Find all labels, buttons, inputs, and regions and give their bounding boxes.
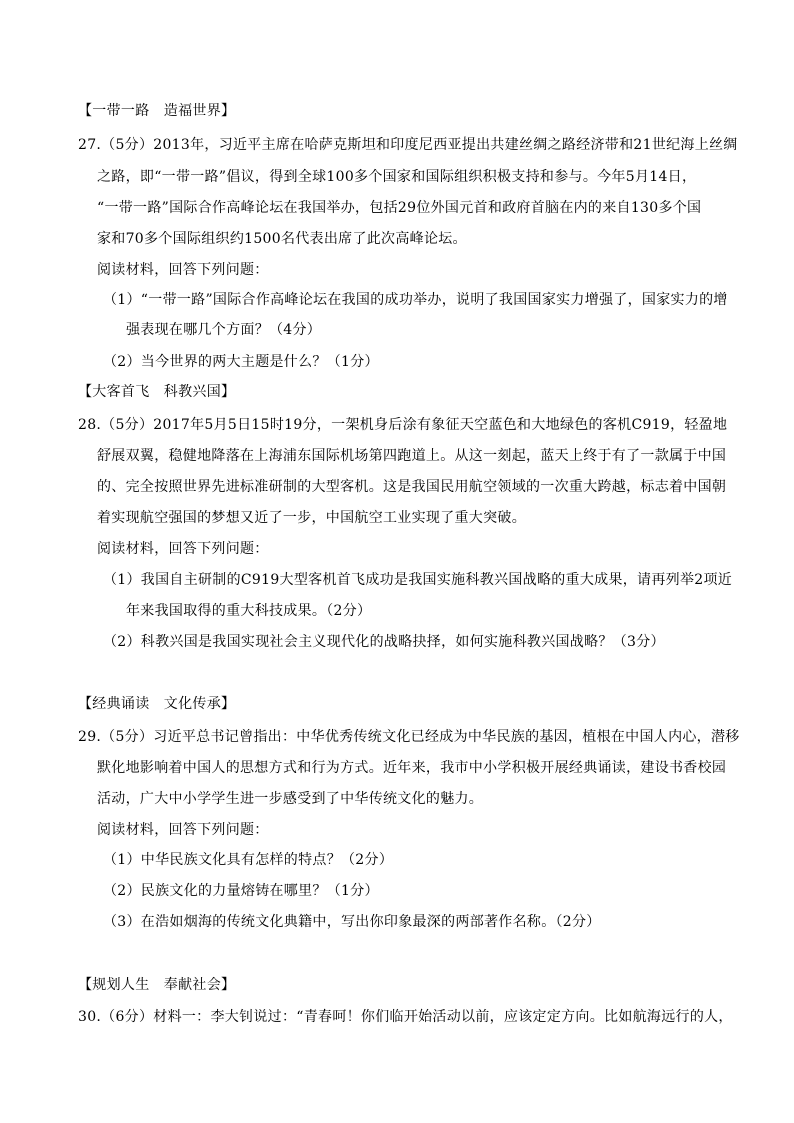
sub-question: （2）当今世界的两大主题是什么？（1分）: [103, 354, 379, 370]
question-28-text: 舒展双翼，稳健地降落在上海浦东国际机场第四跑道上。从这一刻起，蓝天上终于有了一款属于中国: [97, 448, 727, 464]
sub-question: （3）在浩如烟海的传统文化典籍中，写出你印象最深的两部著作名称。（2分）: [103, 914, 601, 930]
question-27-text: 家和70多个国际组织约1500名代表出席了此次高峰论坛。: [97, 231, 467, 247]
question-28-text: 28.（5分）2017年5月5日15时19分，一架机身后涂有象征天空蓝色和大地绿色的客机C919，轻盈地: [78, 417, 728, 433]
question-27-text: 27.（5分）2013年，习近平主席在哈萨克斯坦和印度尼西亚提出共建丝绸之路经济带和21世纪海上丝绸: [78, 137, 738, 153]
sub-question: （1）中华民族文化具有怎样的特点？（2分）: [103, 852, 394, 868]
instruction: 阅读材料，回答下列问题：: [97, 262, 269, 278]
sub-question: （2）科教兴国是我国实现社会主义现代化的战略抉择，如何实施科教兴国战略？（3分）: [103, 634, 665, 650]
question-30-text: 30.（6分）材料一：李大钊说过：“青春呵！你们临开始活动以前，应该定定方向。比如航海远行的人，: [78, 1009, 733, 1025]
sub-question: （1）“一带一路”国际合作高峰论坛在我国的成功举办，说明了我国国家实力增强了，国家实力的增: [103, 292, 728, 308]
sub-question: （2）民族文化的力量熔铸在哪里？（1分）: [103, 883, 379, 899]
question-27-text: 之路，即“一带一路”倡议，得到全球100多个国家和国际组织积极支持和参与。今年5月14日，: [97, 169, 697, 185]
sub-question: 强表现在哪几个方面？（4分）: [126, 322, 322, 338]
section-heading: 【一带一路 造福世界】: [78, 103, 236, 119]
question-29-text: 默化地影响着中国人的思想方式和行为方式。近年来，我市中小学积极开展经典诵读，建设书香校园: [97, 760, 727, 776]
question-29-text: 29.（5分）习近平总书记曾指出：中华优秀传统文化已经成为中华民族的基因，植根在中国人内心，潜移: [78, 729, 740, 745]
instruction: 阅读材料，回答下列问题：: [97, 541, 269, 557]
instruction: 阅读材料，回答下列问题：: [97, 822, 269, 838]
sub-question: （1）我国自主研制的C919大型客机首飞成功是我国实施科教兴国战略的重大成果，请再列举2项近: [103, 572, 733, 588]
question-27-text: “一带一路”国际合作高峰论坛在我国举办，包括29位外国元首和政府首脑在内的来自130多个国: [97, 200, 702, 216]
section-heading: 【大客首飞 科教兴国】: [78, 384, 236, 400]
question-28-text: 着实现航空强国的梦想又近了一步，中国航空工业实现了重大突破。: [97, 510, 526, 526]
question-29-text: 活动，广大中小学学生进一步感受到了中华传统文化的魅力。: [97, 791, 484, 807]
section-heading: 【经典诵读 文化传承】: [78, 696, 236, 712]
section-heading: 【规划人生 奉献社会】: [78, 977, 236, 993]
sub-question: 年来我国取得的重大科技成果。（2分）: [126, 603, 372, 619]
question-28-text: 的、完全按照世界先进标准研制的大型客机。这是我国民用航空领域的一次重大跨越，标志着中国朝: [97, 479, 727, 495]
